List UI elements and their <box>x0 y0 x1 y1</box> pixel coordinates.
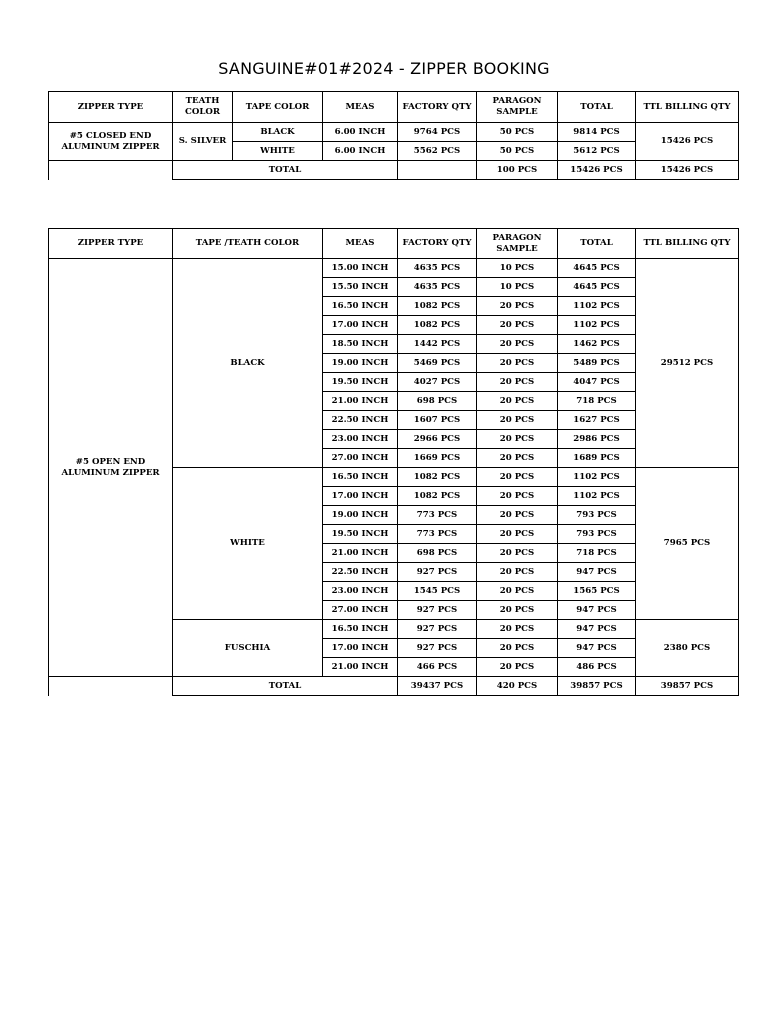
total-row <box>49 161 739 180</box>
factory-qty-cell: 5469 PCS <box>398 354 477 373</box>
sample-cell: 50 PCS <box>477 142 558 161</box>
header-teath-color: TEATH COLOR <box>173 92 233 123</box>
meas-cell: 19.00 INCH <box>323 354 398 373</box>
total-cell: 486 PCS <box>558 658 636 677</box>
blank-cell <box>49 161 173 180</box>
factory-qty-cell: 1442 PCS <box>398 335 477 354</box>
header-ttl-billing-qty: TTL BILLING QTY <box>636 92 739 123</box>
header-paragon-sample: PARAGON SAMPLE <box>477 229 558 259</box>
meas-cell: 19.50 INCH <box>323 373 398 392</box>
total-cell: 5489 PCS <box>558 354 636 373</box>
total-cell: 1102 PCS <box>558 487 636 506</box>
total-label: TOTAL <box>173 161 398 180</box>
factory-qty-cell: 1082 PCS <box>398 487 477 506</box>
factory-qty-cell: 4635 PCS <box>398 259 477 278</box>
meas-cell: 22.50 INCH <box>323 411 398 430</box>
header-total: TOTAL <box>558 229 636 259</box>
billing-cell: 2380 PCS <box>636 620 739 677</box>
meas-cell: 16.50 INCH <box>323 620 398 639</box>
header-tape-color: TAPE COLOR <box>233 92 323 123</box>
billing-cell: 29512 PCS <box>636 259 739 468</box>
total-factory-qty <box>398 161 477 180</box>
meas-cell: 27.00 INCH <box>323 449 398 468</box>
tape-color-cell: BLACK <box>233 123 323 142</box>
meas-cell: 16.50 INCH <box>323 468 398 487</box>
meas-cell: 18.50 INCH <box>323 335 398 354</box>
header-meas: MEAS <box>323 92 398 123</box>
factory-qty-cell: 4635 PCS <box>398 278 477 297</box>
header-paragon-sample: PARAGON SAMPLE <box>477 92 558 123</box>
factory-qty-cell: 1082 PCS <box>398 316 477 335</box>
sample-cell: 20 PCS <box>477 411 558 430</box>
table-header-row <box>49 92 739 123</box>
sample-cell: 10 PCS <box>477 278 558 297</box>
factory-qty-cell: 698 PCS <box>398 544 477 563</box>
total-cell: 947 PCS <box>558 601 636 620</box>
factory-qty-cell: 9764 PCS <box>398 123 477 142</box>
factory-qty-cell: 927 PCS <box>398 620 477 639</box>
color-cell: FUSCHIA <box>173 620 323 677</box>
sample-cell: 20 PCS <box>477 487 558 506</box>
total-total: 15426 PCS <box>558 161 636 180</box>
total-cell: 5612 PCS <box>558 142 636 161</box>
tape-color-cell: WHITE <box>233 142 323 161</box>
sample-cell: 20 PCS <box>477 430 558 449</box>
closed-end-booking-table <box>48 91 739 180</box>
header-factory-qty: FACTORY QTY <box>398 92 477 123</box>
factory-qty-cell: 2966 PCS <box>398 430 477 449</box>
total-cell: 793 PCS <box>558 506 636 525</box>
total-cell: 718 PCS <box>558 544 636 563</box>
meas-cell: 21.00 INCH <box>323 544 398 563</box>
meas-cell: 15.50 INCH <box>323 278 398 297</box>
total-cell: 718 PCS <box>558 392 636 411</box>
factory-qty-cell: 5562 PCS <box>398 142 477 161</box>
total-sample: 420 PCS <box>477 677 558 696</box>
meas-cell: 6.00 INCH <box>323 142 398 161</box>
total-label: TOTAL <box>173 677 398 696</box>
header-zipper-type: ZIPPER TYPE <box>49 229 173 259</box>
sample-cell: 20 PCS <box>477 316 558 335</box>
total-cell: 1565 PCS <box>558 582 636 601</box>
table-row <box>49 259 739 278</box>
meas-cell: 17.00 INCH <box>323 487 398 506</box>
header-total: TOTAL <box>558 92 636 123</box>
sample-cell: 20 PCS <box>477 582 558 601</box>
sample-cell: 20 PCS <box>477 297 558 316</box>
factory-qty-cell: 773 PCS <box>398 525 477 544</box>
meas-cell: 17.00 INCH <box>323 639 398 658</box>
meas-cell: 21.00 INCH <box>323 392 398 411</box>
sample-cell: 20 PCS <box>477 544 558 563</box>
color-cell: WHITE <box>173 468 323 620</box>
sample-cell: 20 PCS <box>477 468 558 487</box>
sample-cell: 20 PCS <box>477 335 558 354</box>
factory-qty-cell: 1669 PCS <box>398 449 477 468</box>
total-cell: 4645 PCS <box>558 259 636 278</box>
sample-cell: 20 PCS <box>477 354 558 373</box>
total-sample: 100 PCS <box>477 161 558 180</box>
factory-qty-cell: 698 PCS <box>398 392 477 411</box>
total-total: 39857 PCS <box>558 677 636 696</box>
zipper-type-cell: #5 CLOSED END ALUMINUM ZIPPER <box>49 123 173 161</box>
meas-cell: 21.00 INCH <box>323 658 398 677</box>
meas-cell: 23.00 INCH <box>323 430 398 449</box>
total-cell: 4645 PCS <box>558 278 636 297</box>
sample-cell: 20 PCS <box>477 563 558 582</box>
total-cell: 947 PCS <box>558 563 636 582</box>
table-row <box>49 123 739 142</box>
document-title: SANGUINE#01#2024 - ZIPPER BOOKING <box>218 59 550 78</box>
sample-cell: 20 PCS <box>477 525 558 544</box>
meas-cell: 15.00 INCH <box>323 259 398 278</box>
total-cell: 947 PCS <box>558 620 636 639</box>
meas-cell: 16.50 INCH <box>323 297 398 316</box>
header-zipper-type: ZIPPER TYPE <box>49 92 173 123</box>
header-ttl-billing-qty: TTL BILLING QTY <box>636 229 739 259</box>
factory-qty-cell: 927 PCS <box>398 639 477 658</box>
sample-cell: 20 PCS <box>477 601 558 620</box>
total-cell: 1689 PCS <box>558 449 636 468</box>
open-end-booking-table <box>48 228 739 696</box>
total-factory-qty: 39437 PCS <box>398 677 477 696</box>
sample-cell: 20 PCS <box>477 658 558 677</box>
factory-qty-cell: 1545 PCS <box>398 582 477 601</box>
sample-cell: 10 PCS <box>477 259 558 278</box>
table-header-row <box>49 229 739 259</box>
factory-qty-cell: 4027 PCS <box>398 373 477 392</box>
meas-cell: 6.00 INCH <box>323 123 398 142</box>
total-cell: 1102 PCS <box>558 297 636 316</box>
factory-qty-cell: 927 PCS <box>398 563 477 582</box>
sample-cell: 20 PCS <box>477 639 558 658</box>
header-factory-qty: FACTORY QTY <box>398 229 477 259</box>
total-billing: 15426 PCS <box>636 161 739 180</box>
blank-cell <box>49 677 173 696</box>
factory-qty-cell: 773 PCS <box>398 506 477 525</box>
total-cell: 4047 PCS <box>558 373 636 392</box>
zipper-type-cell: #5 OPEN END ALUMINUM ZIPPER <box>49 259 173 677</box>
factory-qty-cell: 927 PCS <box>398 601 477 620</box>
factory-qty-cell: 466 PCS <box>398 658 477 677</box>
sample-cell: 20 PCS <box>477 506 558 525</box>
sample-cell: 20 PCS <box>477 392 558 411</box>
header-meas: MEAS <box>323 229 398 259</box>
sample-cell: 50 PCS <box>477 123 558 142</box>
factory-qty-cell: 1082 PCS <box>398 297 477 316</box>
teath-color-cell: S. SILVER <box>173 123 233 161</box>
meas-cell: 22.50 INCH <box>323 563 398 582</box>
sample-cell: 20 PCS <box>477 373 558 392</box>
total-cell: 2986 PCS <box>558 430 636 449</box>
total-cell: 1102 PCS <box>558 468 636 487</box>
total-cell: 1627 PCS <box>558 411 636 430</box>
billing-cell: 15426 PCS <box>636 123 739 161</box>
meas-cell: 27.00 INCH <box>323 601 398 620</box>
total-cell: 793 PCS <box>558 525 636 544</box>
total-billing: 39857 PCS <box>636 677 739 696</box>
total-cell: 9814 PCS <box>558 123 636 142</box>
factory-qty-cell: 1607 PCS <box>398 411 477 430</box>
total-cell: 1102 PCS <box>558 316 636 335</box>
total-row <box>49 677 739 696</box>
billing-cell: 7965 PCS <box>636 468 739 620</box>
meas-cell: 23.00 INCH <box>323 582 398 601</box>
total-cell: 1462 PCS <box>558 335 636 354</box>
color-cell: BLACK <box>173 259 323 468</box>
meas-cell: 19.00 INCH <box>323 506 398 525</box>
meas-cell: 19.50 INCH <box>323 525 398 544</box>
sample-cell: 20 PCS <box>477 620 558 639</box>
sample-cell: 20 PCS <box>477 449 558 468</box>
factory-qty-cell: 1082 PCS <box>398 468 477 487</box>
total-cell: 947 PCS <box>558 639 636 658</box>
header-tape-teath-color: TAPE /TEATH COLOR <box>173 229 323 259</box>
meas-cell: 17.00 INCH <box>323 316 398 335</box>
